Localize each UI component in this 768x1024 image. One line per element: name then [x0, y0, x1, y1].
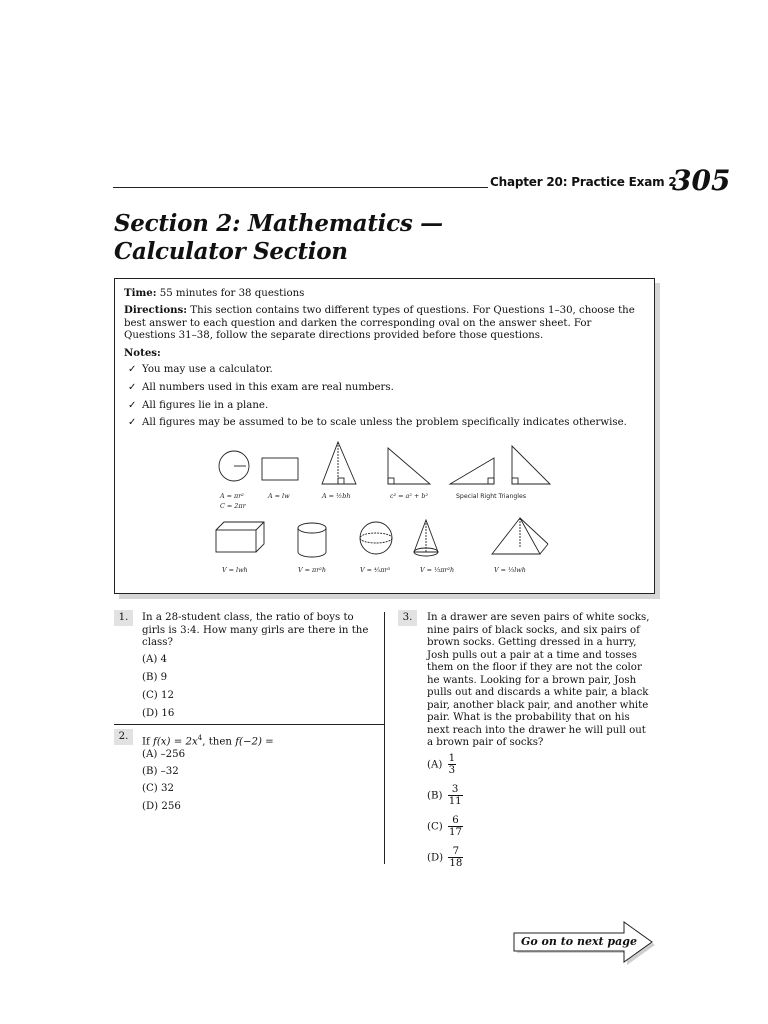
- note-text: All numbers used in this exam are real numbers.: [142, 382, 394, 393]
- answer-choice[interactable]: (D) 256: [142, 801, 181, 812]
- question-text: In a drawer are seven pairs of white socks, nine pairs of black socks, and six pairs of brown socks. Getting dressed in a hurry, Josh pulls out a pair at a time and tosses them on the floor if they are not the color he wants. Looking for a brown pair, Josh pulls out and discards a white pair, a black pair, another black pair, and another white pair. What is the probability that on his next reach into the drawer he will pull out a brown pair of socks?: [427, 612, 650, 748]
- special-triangle-30-60-90: [450, 458, 494, 484]
- caption-pythagorean: c² = a² + b²: [390, 492, 429, 500]
- column-divider: [384, 612, 385, 864]
- chapter-title: Chapter 20: Practice Exam 2: [490, 175, 677, 189]
- fraction: [448, 784, 463, 807]
- question-divider: [114, 724, 384, 725]
- question-number: 3.: [398, 610, 417, 626]
- numerator: 6: [448, 815, 463, 827]
- numerator: 3: [448, 784, 463, 796]
- cylinder-figure: [298, 523, 326, 533]
- answer-choice[interactable]: [427, 815, 463, 838]
- fraction: [448, 815, 463, 838]
- rectangle-figure: [262, 458, 298, 480]
- time-label: Time:: [124, 287, 157, 299]
- sphere-figure: [360, 522, 392, 554]
- answer-choice[interactable]: (A) –256: [142, 749, 186, 760]
- time-text: 55 minutes for 38 questions: [159, 288, 305, 299]
- checkmark-icon: ✓: [128, 417, 137, 428]
- answer-choice[interactable]: (C) 12: [142, 690, 174, 701]
- caption-triangle: A = ½bh: [322, 492, 351, 500]
- header-rule: [113, 187, 488, 188]
- choice-label: (C): [427, 821, 443, 833]
- numerator: 7: [448, 846, 463, 858]
- denominator: 18: [449, 858, 463, 869]
- formula-reference-figures: [204, 436, 564, 586]
- question-number: 1.: [114, 610, 133, 626]
- denominator: 3: [448, 765, 456, 776]
- caption-rectangle: A = lw: [268, 492, 290, 500]
- note-text: All figures may be assumed to be to scale unless the problem specifically indicates otherwise.: [142, 417, 627, 428]
- fraction: [448, 846, 463, 869]
- note-text: All figures lie in a plane.: [142, 400, 269, 411]
- caption-sphere: V = ⁴⁄₃πr³: [360, 566, 391, 574]
- choice-label: (B): [427, 790, 443, 802]
- note-item: [128, 382, 394, 395]
- page-number: 305: [672, 164, 731, 197]
- answer-choice[interactable]: (A) 4: [142, 654, 168, 665]
- caption-cone: V = ⅓πr²h: [420, 566, 455, 574]
- box-figure: [216, 530, 256, 552]
- note-item: [128, 400, 268, 413]
- caption-cylinder: V = πr²h: [298, 566, 326, 574]
- checkmark-icon: ✓: [128, 364, 137, 375]
- caption-circle-area: A = πr²: [220, 492, 244, 500]
- answer-choice[interactable]: [427, 846, 463, 869]
- section-title: Section 2: Mathematics — Calculator Section: [114, 210, 443, 265]
- question-text-part: , then: [202, 736, 236, 748]
- answer-choice[interactable]: (C) 32: [142, 783, 174, 794]
- directions-text: This section contains two different types of questions. For Questions 1–30, choose the best answer to each question and darken the corresponding oval on the answer sheet. For Questions 31–38, follow the separate directions provided before those questions.: [124, 305, 635, 341]
- question-text-part: If: [142, 736, 154, 748]
- fraction: [448, 753, 456, 776]
- answer-choice[interactable]: (B) –32: [142, 766, 179, 777]
- pyramid-figure: [492, 518, 540, 554]
- checkmark-icon: ✓: [128, 400, 137, 411]
- notes-label-text: Notes:: [124, 347, 161, 359]
- function-expression: f(x) = 2x: [153, 736, 198, 748]
- next-page-label[interactable]: Go on to next page: [521, 935, 637, 948]
- denominator: 17: [449, 827, 462, 838]
- caption-circle-circumference: C = 2πr: [220, 502, 246, 510]
- question-number: 2.: [114, 729, 133, 745]
- exponent: 4: [197, 734, 203, 742]
- answer-choice[interactable]: [427, 753, 456, 776]
- denominator: 11: [448, 796, 462, 807]
- note-text: You may use a calculator.: [142, 364, 273, 375]
- checkmark-icon: ✓: [128, 382, 137, 393]
- answer-choice[interactable]: (D) 16: [142, 708, 175, 719]
- numerator: 1: [448, 753, 456, 764]
- directions-paragraph: [124, 304, 646, 343]
- question-text: [142, 732, 372, 749]
- function-expression: f(−2) =: [235, 736, 274, 748]
- caption-special-triangles: Special Right Triangles: [456, 493, 527, 500]
- caption-box: V = lwh: [222, 566, 248, 574]
- answer-choice[interactable]: (B) 9: [142, 672, 168, 683]
- caption-pyramid: V = ⅓lwh: [494, 566, 526, 574]
- choice-label: (D): [427, 852, 444, 864]
- note-item: [128, 417, 627, 430]
- choice-label: (A): [427, 759, 443, 771]
- note-item: [128, 364, 273, 377]
- notes-label: [124, 347, 646, 361]
- time-line: [124, 287, 646, 301]
- directions-label: Directions:: [124, 304, 188, 316]
- answer-choice[interactable]: [427, 784, 463, 807]
- question-text: In a 28-student class, the ratio of boys to girls is 3:4. How many girls are there in the class?: [142, 612, 369, 648]
